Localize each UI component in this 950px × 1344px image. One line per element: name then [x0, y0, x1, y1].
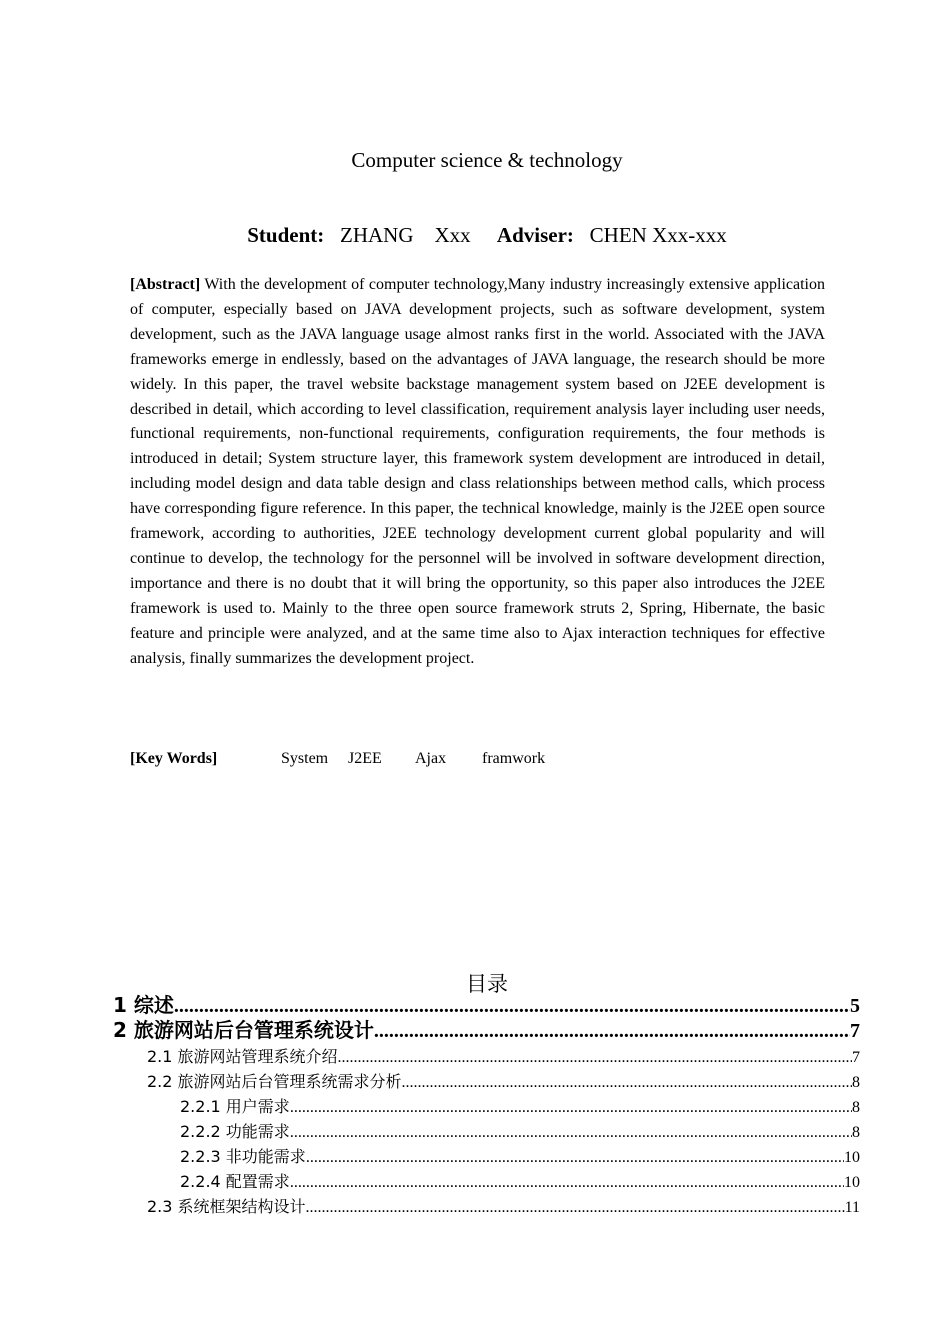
toc-entry-title: 2.2.3 非功能需求 — [180, 1147, 306, 1166]
toc-entry-page: 11 — [844, 1199, 860, 1216]
keyword-item: Ajax — [415, 750, 447, 767]
toc-entry-page: 10 — [844, 1149, 860, 1166]
keyword-item: System — [281, 750, 329, 767]
keywords-label: [Key Words] — [130, 750, 218, 767]
major-title: Computer science & technology — [351, 148, 623, 172]
student-name: ZHANG Xxx — [340, 223, 471, 247]
toc-leader — [306, 1145, 844, 1169]
abstract-label: [Abstract] — [130, 276, 201, 293]
abstract-paragraph — [130, 273, 825, 672]
toc-leader — [402, 1070, 852, 1094]
toc-entry-page: 7 — [852, 1049, 860, 1066]
toc-entry-page: 5 — [850, 995, 860, 1017]
adviser-label: Adviser: — [496, 223, 574, 247]
toc-entry-page: 8 — [852, 1124, 860, 1141]
toc-title: 目录 — [466, 972, 508, 996]
adviser-name: CHEN Xxx-xxx — [589, 223, 727, 247]
keyword-item: framwork — [482, 750, 546, 767]
toc-entry-title: 1 综述 — [113, 993, 174, 1017]
abstract-text: With the development of computer technology,Many industry increasingly extensive application of computer, especially based on JAVA development projects, such as software development, system development, such as the JAVA language usage almost ranks first in the world. Associated with the JAVA frameworks emerge in endlessly, based on the advantages of JAVA language, the research should be more widely. In this paper, the travel website backstage management system based on J2EE development is described in detail, which according to level classification, requirement analysis layer including user needs, functional requirements, non-functional requirements, configuration requirements, the four methods is introduced in detail; System structure layer, this framework system development are introduced in detail, including model design and data table design and class relationships between method calls, which process have corresponding figure reference. In this paper, the technical knowledge, mainly is the J2EE open source framework, according to authorities, J2EE technology development current global popularity and will continue to develop, the technology for the personnel will be involved in software development direction, importance and there is no doubt that it will bring the opportunity, so this paper also introduces the J2EE framework is used to. Mainly to the three open source framework struts 2, Spring, Hibernate, the basic feature and principle were analyzed, and at the same time also to Ajax interaction techniques for effective analysis, finally summarizes the development project. — [130, 276, 825, 667]
toc-entry[interactable] — [147, 1194, 860, 1219]
toc-entry-page: 7 — [850, 1020, 860, 1042]
toc-entry-title: 2.1 旅游网站管理系统介绍 — [147, 1047, 338, 1066]
keyword-item: J2EE — [348, 750, 382, 767]
toc-leader — [290, 1170, 844, 1194]
toc-entry-title: 2.2 旅游网站后台管理系统需求分析 — [147, 1072, 402, 1091]
toc-entry[interactable] — [113, 993, 860, 1018]
toc-leader — [290, 1120, 852, 1144]
toc-entry[interactable] — [180, 1144, 860, 1169]
toc-entry-page: 10 — [844, 1174, 860, 1191]
toc-entry[interactable] — [180, 1169, 860, 1194]
student-label: Student: — [247, 223, 325, 247]
toc-entry[interactable] — [180, 1094, 860, 1119]
keywords-line — [130, 747, 830, 771]
toc-entry-page: 8 — [852, 1074, 860, 1091]
author-line — [0, 223, 950, 248]
toc-leader — [374, 1019, 850, 1043]
toc-entry-title: 2.2.4 配置需求 — [180, 1172, 290, 1191]
toc-entry[interactable] — [180, 1119, 860, 1144]
toc-entry-title: 2.2.1 用户需求 — [180, 1097, 290, 1116]
toc-entry[interactable] — [113, 1018, 860, 1043]
toc-entry[interactable] — [147, 1069, 860, 1094]
toc-entry-page: 8 — [852, 1099, 860, 1116]
toc-entry-title: 2 旅游网站后台管理系统设计 — [113, 1018, 374, 1042]
toc-leader — [290, 1095, 852, 1119]
toc-entry-title: 2.2.2 功能需求 — [180, 1122, 290, 1141]
toc-entry-title: 2.3 系统框架结构设计 — [147, 1197, 306, 1216]
toc-leader — [338, 1045, 852, 1069]
toc-entry[interactable] — [147, 1044, 860, 1069]
toc-leader — [306, 1195, 845, 1219]
toc-leader — [174, 994, 850, 1018]
